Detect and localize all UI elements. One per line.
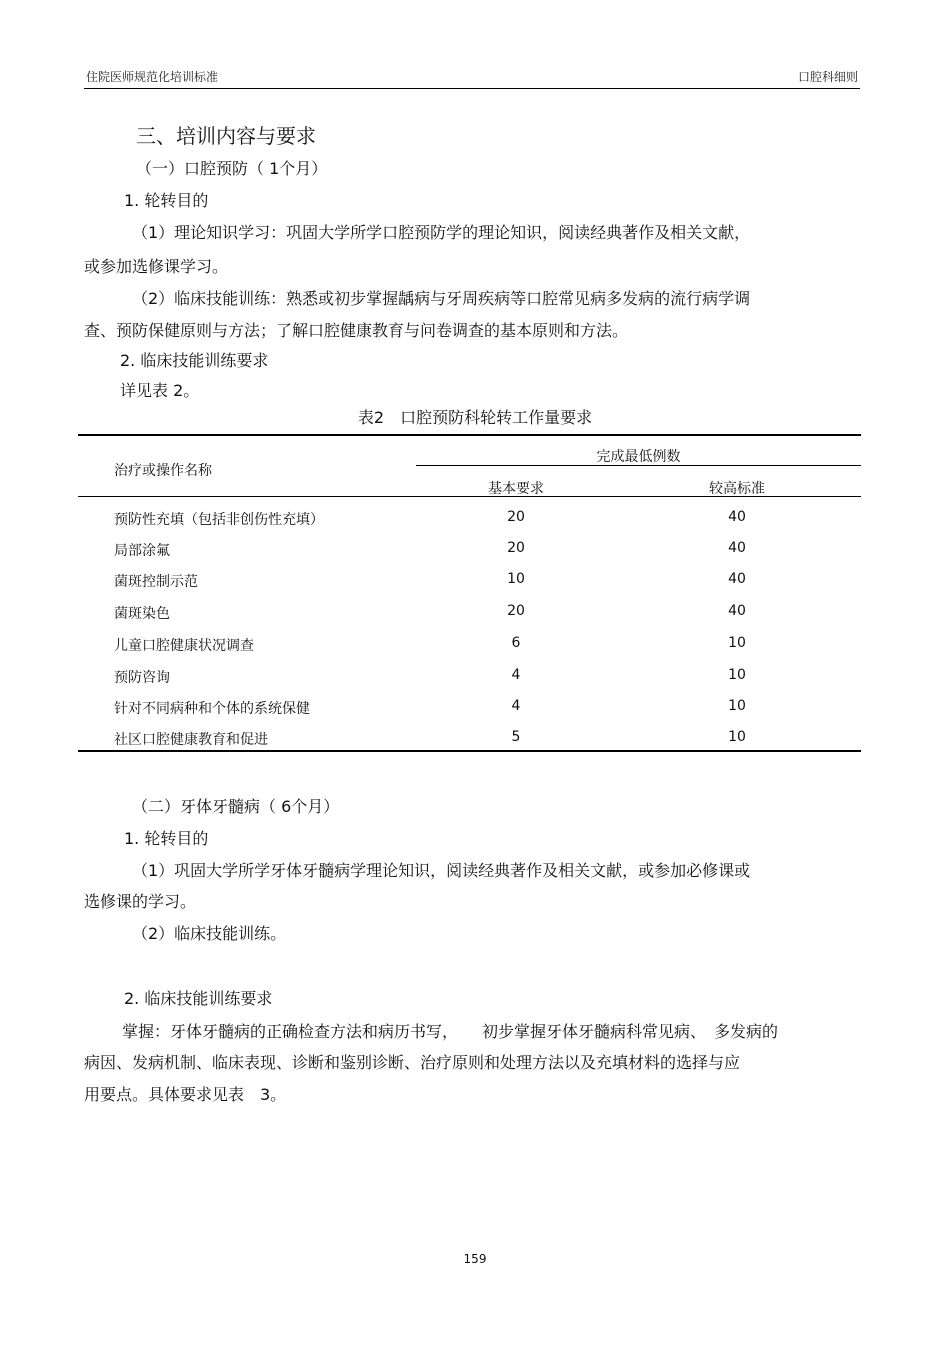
row-name: 菌斑染色: [114, 606, 170, 622]
col-header-high: 较高标准: [709, 481, 765, 497]
part2-title: （二）牙体牙髓病（ 6个月）: [132, 797, 340, 816]
row-high: 40: [728, 571, 746, 587]
col-header-name: 治疗或操作名称: [114, 463, 212, 479]
part1-goal2-line1: （2）临床技能训练：熟悉或初步掌握龋病与牙周疾病等口腔常见病多发病的流行病学调: [132, 289, 751, 308]
part2-skill-heading: 2. 临床技能训练要求: [124, 989, 273, 1008]
row-high: 10: [728, 698, 746, 714]
part2-skill-line3: 用要点。具体要求见表 3。: [84, 1085, 287, 1104]
part2-goal1-line2: 选修课的学习。: [84, 892, 197, 911]
col-header-group: 完成最低例数: [596, 449, 681, 465]
part2-skill-line1: 掌握：牙体牙髓病的正确检查方法和病历书写， 初步掌握牙体牙髓病科常见病、 多发病的: [122, 1022, 779, 1041]
row-basic: 20: [507, 509, 525, 525]
part1-goal1-line1: （1）理论知识学习：巩固大学所学口腔预防学的理论知识，阅读经典著作及相关文献，: [132, 223, 751, 242]
part2-skill-line2: 病因、发病机制、临床表现、诊断和鉴别诊断、治疗原则和处理方法以及充填材料的选择与应: [84, 1053, 741, 1072]
row-name: 菌斑控制示范: [114, 574, 198, 590]
page-number: 159: [463, 1252, 487, 1266]
row-basic: 20: [507, 540, 525, 556]
col-header-basic: 基本要求: [488, 481, 544, 497]
table-caption: 表2 口腔预防科轮转工作量要求: [357, 408, 593, 427]
header-right: 口腔科细则: [797, 70, 858, 84]
row-high: 10: [728, 667, 746, 683]
row-name: 局部涂氟: [114, 543, 170, 559]
part1-goal1-line2: 或参加选修课学习。: [84, 257, 229, 276]
row-high: 40: [728, 509, 746, 525]
row-basic: 4: [511, 698, 521, 714]
part1-goal-heading: 1. 轮转目的: [124, 191, 209, 210]
row-basic: 4: [511, 667, 521, 683]
row-basic: 5: [511, 729, 521, 745]
row-name: 社区口腔健康教育和促进: [114, 732, 268, 748]
row-high: 10: [728, 729, 746, 745]
table-top-rule: [78, 434, 861, 436]
row-high: 40: [728, 603, 746, 619]
row-name: 预防咨询: [114, 670, 170, 686]
part1-title: （一）口腔预防（ 1个月）: [136, 159, 328, 178]
header-left: 住院医师规范化培训标准: [86, 70, 219, 84]
header-rule: [84, 88, 860, 89]
row-basic: 20: [507, 603, 525, 619]
section-title: 三、培训内容与要求: [136, 124, 316, 148]
row-high: 10: [728, 635, 746, 651]
part2-goal2: （2）临床技能训练。: [132, 924, 287, 943]
table-bottom-rule: [78, 750, 861, 752]
part1-skill-heading: 2. 临床技能训练要求: [120, 351, 269, 370]
part1-skill-text: 详见表 2。: [120, 381, 200, 400]
row-name: 儿童口腔健康状况调查: [114, 638, 254, 654]
row-name: 预防性充填（包括非创伤性充填）: [114, 512, 324, 528]
part1-goal2-line2: 查、预防保健原则与方法；了解口腔健康教育与问卷调查的基本原则和方法。: [84, 321, 629, 340]
part2-goal-heading: 1. 轮转目的: [124, 829, 209, 848]
row-name: 针对不同病种和个体的系统保健: [114, 701, 310, 717]
row-basic: 6: [511, 635, 521, 651]
row-basic: 10: [507, 571, 525, 587]
part2-goal1-line1: （1）巩固大学所学牙体牙髓病学理论知识，阅读经典著作及相关文献，或参加必修课或: [132, 861, 751, 880]
row-high: 40: [728, 540, 746, 556]
